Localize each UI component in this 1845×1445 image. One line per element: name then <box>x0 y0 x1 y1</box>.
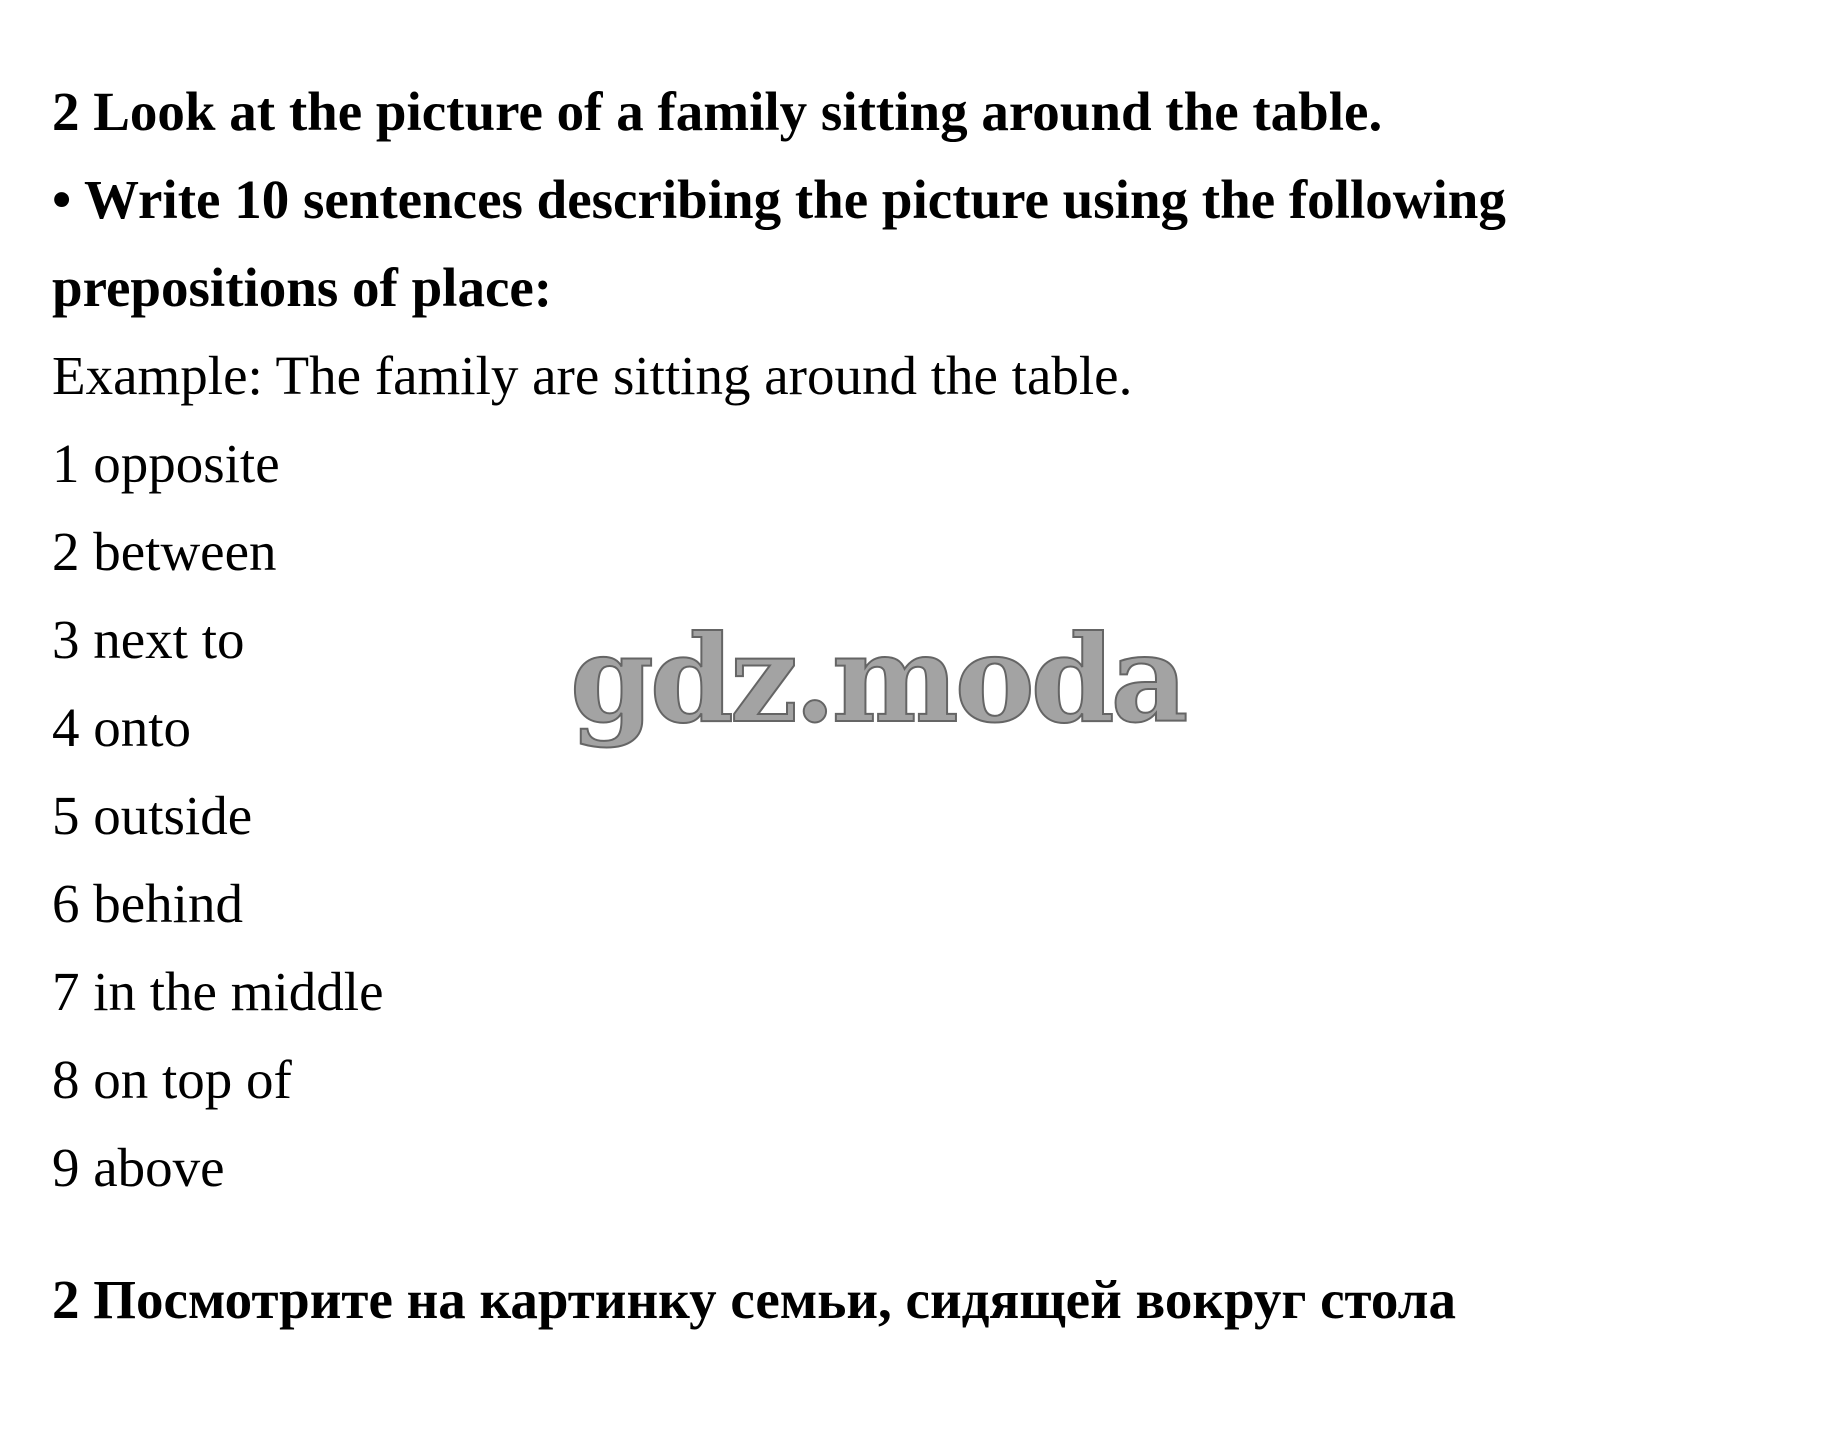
task-instruction-line2: prepositions of place: <box>52 257 553 318</box>
task-translation: 2 Посмотрите на картинку семьи, сидящей вокруг стола <box>52 1269 1456 1330</box>
task-heading: 2 Look at the picture of a family sitting around the table. <box>52 81 1383 142</box>
list-item: 5 outside <box>52 785 253 846</box>
task-instruction-line1: • Write 10 sentences describing the picture using the following <box>52 169 1506 230</box>
list-item: 6 behind <box>52 873 243 934</box>
watermark-logo: gdz.moda <box>570 609 1185 750</box>
preposition-list <box>52 420 1812 1212</box>
list-item: 1 opposite <box>52 433 280 494</box>
task-example: Example: The family are sitting around the table. <box>52 345 1133 406</box>
section-spacer <box>52 1212 1812 1256</box>
list-item: 9 above <box>52 1137 225 1198</box>
list-item: 8 on top of <box>52 1049 292 1110</box>
list-item: 7 in the middle <box>52 961 384 1022</box>
list-item: 2 between <box>52 521 277 582</box>
list-item: 3 next to <box>52 609 245 670</box>
list-item: 4 onto <box>52 697 192 758</box>
